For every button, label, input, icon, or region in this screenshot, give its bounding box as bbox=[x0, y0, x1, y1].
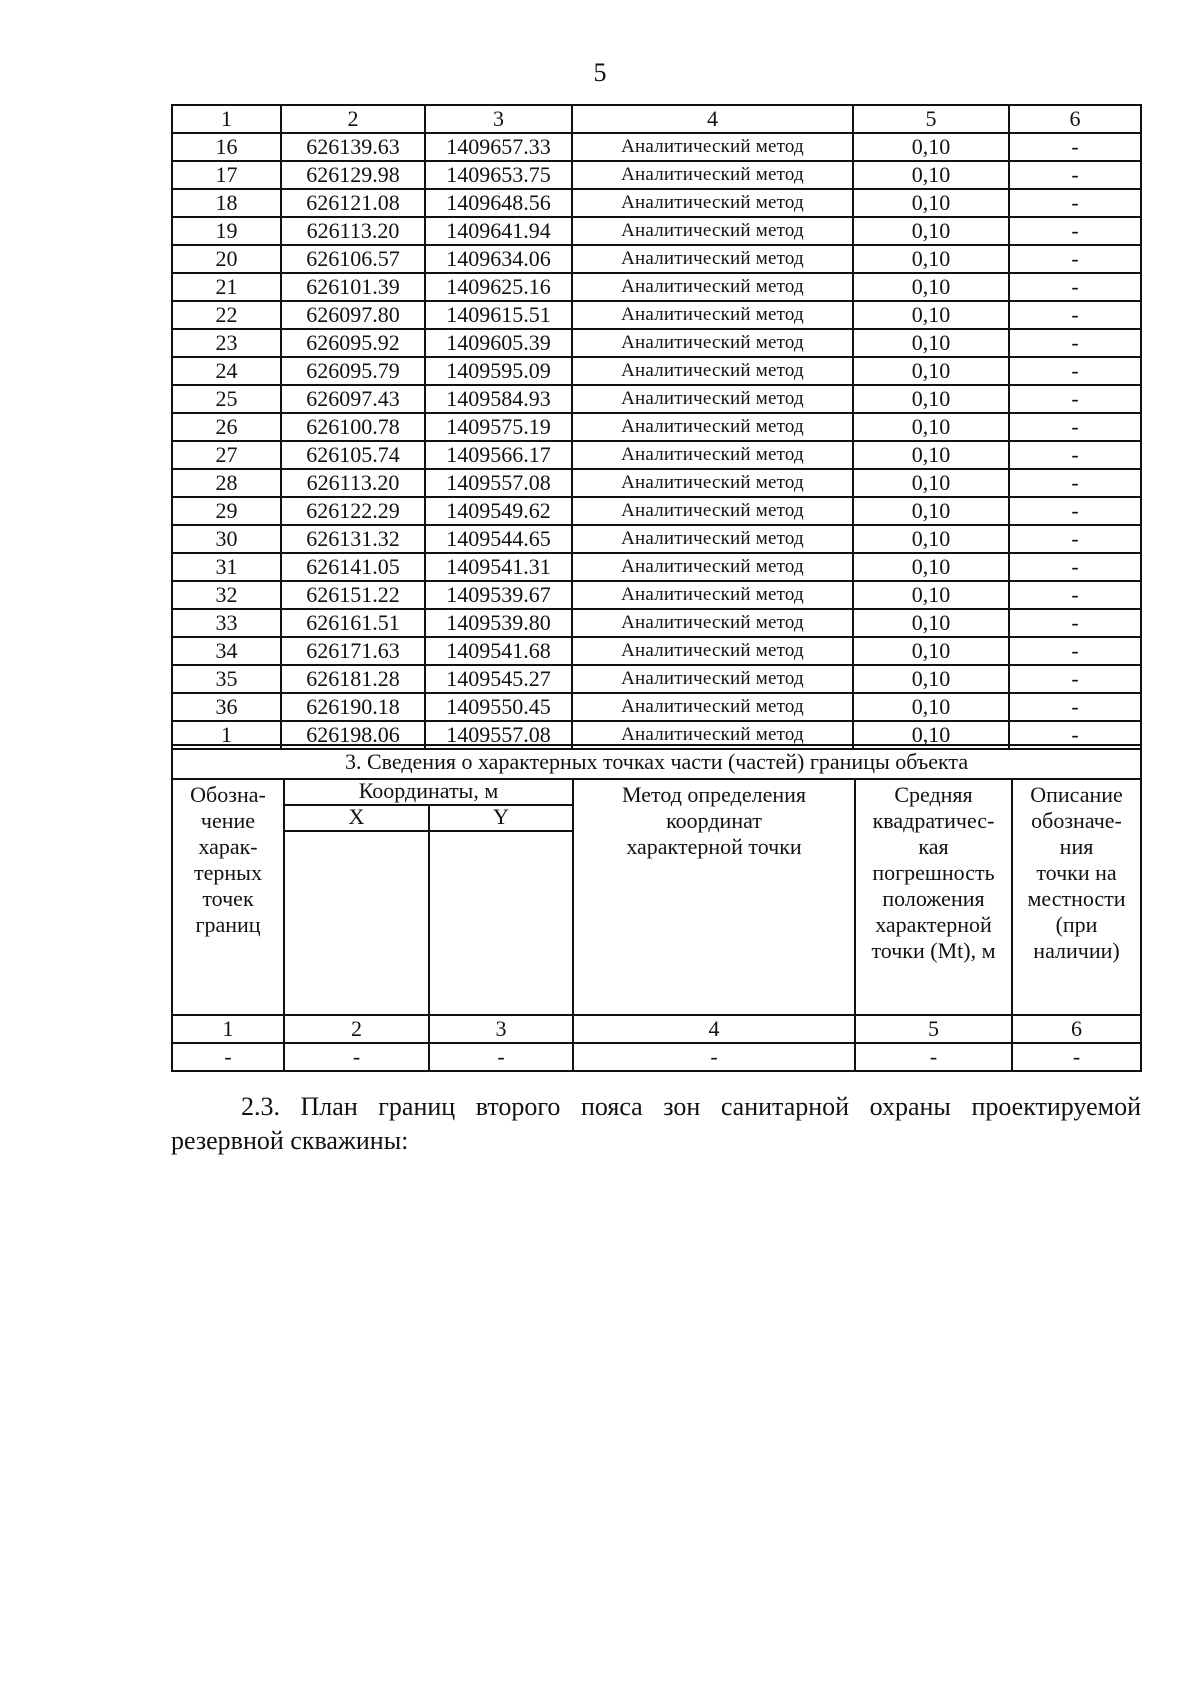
point-number-cell: 32 bbox=[172, 581, 281, 609]
point-number-cell: 18 bbox=[172, 189, 281, 217]
x-coordinate-cell: 626095.79 bbox=[281, 357, 425, 385]
column-number: 5 bbox=[855, 1015, 1012, 1043]
table-row bbox=[172, 189, 1141, 217]
description-cell: - bbox=[1009, 637, 1141, 665]
header-coordinates: Координаты, м bbox=[284, 779, 573, 805]
x-coordinate-cell: 626121.08 bbox=[281, 189, 425, 217]
x-coordinate-cell: 626101.39 bbox=[281, 273, 425, 301]
description-cell: - bbox=[1009, 581, 1141, 609]
point-number-cell: 36 bbox=[172, 693, 281, 721]
error-cell: 0,10 bbox=[853, 217, 1009, 245]
section-numbers-row bbox=[172, 1015, 1141, 1043]
point-number-cell: 31 bbox=[172, 553, 281, 581]
y-coordinate-cell: 1409544.65 bbox=[425, 525, 572, 553]
table-row bbox=[172, 497, 1141, 525]
x-coordinate-cell: 626190.18 bbox=[281, 693, 425, 721]
x-coordinate-cell: 626198.06 bbox=[281, 721, 425, 749]
description-cell: - bbox=[1009, 469, 1141, 497]
method-cell: Аналитический метод bbox=[572, 357, 853, 385]
method-cell: Аналитический метод bbox=[572, 665, 853, 693]
header-point-designation: Обозна- чение харак- терных точек границ bbox=[172, 779, 284, 1015]
description-cell: - bbox=[1009, 693, 1141, 721]
method-cell: Аналитический метод bbox=[572, 525, 853, 553]
x-coordinate-cell: 626161.51 bbox=[281, 609, 425, 637]
method-cell: Аналитический метод bbox=[572, 469, 853, 497]
description-cell: - bbox=[1009, 553, 1141, 581]
page-number: 5 bbox=[593, 58, 607, 87]
empty-cell: - bbox=[284, 1043, 429, 1071]
y-coordinate-cell: 1409557.08 bbox=[425, 469, 572, 497]
table-row bbox=[172, 133, 1141, 161]
error-cell: 0,10 bbox=[853, 161, 1009, 189]
description-cell: - bbox=[1009, 301, 1141, 329]
point-number-cell: 29 bbox=[172, 497, 281, 525]
error-cell: 0,10 bbox=[853, 525, 1009, 553]
table-header-row bbox=[172, 105, 1141, 133]
description-cell: - bbox=[1009, 525, 1141, 553]
header-x: X bbox=[284, 805, 429, 831]
point-number-cell: 22 bbox=[172, 301, 281, 329]
point-number-cell: 33 bbox=[172, 609, 281, 637]
table-row bbox=[172, 637, 1141, 665]
x-coordinate-cell: 626113.20 bbox=[281, 469, 425, 497]
description-cell: - bbox=[1009, 273, 1141, 301]
section-paragraph: 2.3. План границ второго пояса зон санитарной охраны проектируемой резервной скважины: bbox=[171, 1092, 1141, 1155]
table-row bbox=[172, 469, 1141, 497]
description-cell: - bbox=[1009, 329, 1141, 357]
method-cell: Аналитический метод bbox=[572, 273, 853, 301]
point-number-cell: 23 bbox=[172, 329, 281, 357]
y-coordinate-cell: 1409541.68 bbox=[425, 637, 572, 665]
y-coordinate-cell: 1409605.39 bbox=[425, 329, 572, 357]
x-coordinate-cell: 626095.92 bbox=[281, 329, 425, 357]
y-coordinate-cell: 1409641.94 bbox=[425, 217, 572, 245]
y-coordinate-cell: 1409657.33 bbox=[425, 133, 572, 161]
description-cell: - bbox=[1009, 413, 1141, 441]
method-cell: Аналитический метод bbox=[572, 161, 853, 189]
description-cell: - bbox=[1009, 385, 1141, 413]
header-cell: 5 bbox=[853, 105, 1009, 133]
column-number: 3 bbox=[429, 1015, 573, 1043]
error-cell: 0,10 bbox=[853, 469, 1009, 497]
header-cell: 2 bbox=[281, 105, 425, 133]
error-cell: 0,10 bbox=[853, 441, 1009, 469]
x-coordinate-cell: 626141.05 bbox=[281, 553, 425, 581]
error-cell: 0,10 bbox=[853, 721, 1009, 749]
method-cell: Аналитический метод bbox=[572, 553, 853, 581]
coordinates-table-body bbox=[172, 105, 1141, 749]
column-number: 4 bbox=[573, 1015, 855, 1043]
empty-cell: - bbox=[855, 1043, 1012, 1071]
method-cell: Аналитический метод bbox=[572, 133, 853, 161]
point-number-cell: 16 bbox=[172, 133, 281, 161]
header-cell: 1 bbox=[172, 105, 281, 133]
y-coordinate-cell: 1409615.51 bbox=[425, 301, 572, 329]
point-number-cell: 35 bbox=[172, 665, 281, 693]
x-coordinate-cell: 626181.28 bbox=[281, 665, 425, 693]
table-row bbox=[172, 273, 1141, 301]
x-coordinate-cell: 626129.98 bbox=[281, 161, 425, 189]
method-cell: Аналитический метод bbox=[572, 721, 853, 749]
y-coordinate-cell: 1409595.09 bbox=[425, 357, 572, 385]
error-cell: 0,10 bbox=[853, 637, 1009, 665]
table-row bbox=[172, 581, 1141, 609]
description-cell: - bbox=[1009, 161, 1141, 189]
error-cell: 0,10 bbox=[853, 273, 1009, 301]
point-number-cell: 27 bbox=[172, 441, 281, 469]
column-number: 1 bbox=[172, 1015, 284, 1043]
method-cell: Аналитический метод bbox=[572, 301, 853, 329]
table-row bbox=[172, 665, 1141, 693]
method-cell: Аналитический метод bbox=[572, 189, 853, 217]
x-coordinate-cell: 626151.22 bbox=[281, 581, 425, 609]
empty-cell: - bbox=[1012, 1043, 1141, 1071]
table-row bbox=[172, 441, 1141, 469]
point-number-cell: 28 bbox=[172, 469, 281, 497]
column-number: 6 bbox=[1012, 1015, 1141, 1043]
error-cell: 0,10 bbox=[853, 385, 1009, 413]
coordinates-table bbox=[171, 104, 1142, 750]
error-cell: 0,10 bbox=[853, 693, 1009, 721]
table-row bbox=[172, 609, 1141, 637]
header-x-blank bbox=[284, 831, 429, 1015]
header-description: Описание обозначе- ния точки на местности (при наличии) bbox=[1012, 779, 1141, 1015]
table-row bbox=[172, 553, 1141, 581]
x-coordinate-cell: 626113.20 bbox=[281, 217, 425, 245]
header-method: Метод определения координат характерной точки bbox=[573, 779, 855, 1015]
header-y-blank bbox=[429, 831, 573, 1015]
method-cell: Аналитический метод bbox=[572, 413, 853, 441]
x-coordinate-cell: 626139.63 bbox=[281, 133, 425, 161]
y-coordinate-cell: 1409539.67 bbox=[425, 581, 572, 609]
point-number-cell: 21 bbox=[172, 273, 281, 301]
point-number-cell: 24 bbox=[172, 357, 281, 385]
point-number-cell: 30 bbox=[172, 525, 281, 553]
error-cell: 0,10 bbox=[853, 413, 1009, 441]
y-coordinate-cell: 1409545.27 bbox=[425, 665, 572, 693]
table-row bbox=[172, 693, 1141, 721]
error-cell: 0,10 bbox=[853, 357, 1009, 385]
y-coordinate-cell: 1409566.17 bbox=[425, 441, 572, 469]
method-cell: Аналитический метод bbox=[572, 385, 853, 413]
description-cell: - bbox=[1009, 133, 1141, 161]
error-cell: 0,10 bbox=[853, 245, 1009, 273]
table-row bbox=[172, 525, 1141, 553]
description-cell: - bbox=[1009, 665, 1141, 693]
empty-cell: - bbox=[573, 1043, 855, 1071]
method-cell: Аналитический метод bbox=[572, 693, 853, 721]
table-row bbox=[172, 329, 1141, 357]
error-cell: 0,10 bbox=[853, 581, 1009, 609]
point-number-cell: 34 bbox=[172, 637, 281, 665]
y-coordinate-cell: 1409550.45 bbox=[425, 693, 572, 721]
point-number-cell: 20 bbox=[172, 245, 281, 273]
y-coordinate-cell: 1409648.56 bbox=[425, 189, 572, 217]
x-coordinate-cell: 626122.29 bbox=[281, 497, 425, 525]
description-cell: - bbox=[1009, 609, 1141, 637]
method-cell: Аналитический метод bbox=[572, 245, 853, 273]
error-cell: 0,10 bbox=[853, 301, 1009, 329]
x-coordinate-cell: 626097.43 bbox=[281, 385, 425, 413]
method-cell: Аналитический метод bbox=[572, 637, 853, 665]
header-cell: 6 bbox=[1009, 105, 1141, 133]
table-row bbox=[172, 161, 1141, 189]
header-error: Средняя квадратичес- кая погрешность положения характерной точки (Mt), м bbox=[855, 779, 1012, 1015]
x-coordinate-cell: 626171.63 bbox=[281, 637, 425, 665]
section-title: 3. Сведения о характерных точках части (частей) границы объекта bbox=[172, 745, 1141, 779]
x-coordinate-cell: 626106.57 bbox=[281, 245, 425, 273]
y-coordinate-cell: 1409549.62 bbox=[425, 497, 572, 525]
description-cell: - bbox=[1009, 189, 1141, 217]
method-cell: Аналитический метод bbox=[572, 609, 853, 637]
y-coordinate-cell: 1409625.16 bbox=[425, 273, 572, 301]
header-cell: 3 bbox=[425, 105, 572, 133]
header-cell: 4 bbox=[572, 105, 853, 133]
section-header-row bbox=[172, 779, 1141, 805]
x-coordinate-cell: 626131.32 bbox=[281, 525, 425, 553]
x-coordinate-cell: 626105.74 bbox=[281, 441, 425, 469]
column-number: 2 bbox=[284, 1015, 429, 1043]
x-coordinate-cell: 626100.78 bbox=[281, 413, 425, 441]
error-cell: 0,10 bbox=[853, 497, 1009, 525]
point-number-cell: 17 bbox=[172, 161, 281, 189]
method-cell: Аналитический метод bbox=[572, 217, 853, 245]
method-cell: Аналитический метод bbox=[572, 441, 853, 469]
description-cell: - bbox=[1009, 217, 1141, 245]
method-cell: Аналитический метод bbox=[572, 581, 853, 609]
description-cell: - bbox=[1009, 357, 1141, 385]
description-cell: - bbox=[1009, 245, 1141, 273]
method-cell: Аналитический метод bbox=[572, 329, 853, 357]
table-row bbox=[172, 413, 1141, 441]
point-number-cell: 19 bbox=[172, 217, 281, 245]
error-cell: 0,10 bbox=[853, 665, 1009, 693]
y-coordinate-cell: 1409575.19 bbox=[425, 413, 572, 441]
point-number-cell: 25 bbox=[172, 385, 281, 413]
section-title-row bbox=[172, 745, 1141, 779]
y-coordinate-cell: 1409584.93 bbox=[425, 385, 572, 413]
y-coordinate-cell: 1409541.31 bbox=[425, 553, 572, 581]
description-cell: - bbox=[1009, 721, 1141, 749]
part-boundary-table bbox=[171, 744, 1142, 1072]
empty-cell: - bbox=[429, 1043, 573, 1071]
point-number-cell: 26 bbox=[172, 413, 281, 441]
error-cell: 0,10 bbox=[853, 609, 1009, 637]
section-empty-row bbox=[172, 1043, 1141, 1071]
table-row bbox=[172, 357, 1141, 385]
header-y: Y bbox=[429, 805, 573, 831]
table-row bbox=[172, 301, 1141, 329]
y-coordinate-cell: 1409557.08 bbox=[425, 721, 572, 749]
empty-cell: - bbox=[172, 1043, 284, 1071]
method-cell: Аналитический метод bbox=[572, 497, 853, 525]
description-cell: - bbox=[1009, 441, 1141, 469]
x-coordinate-cell: 626097.80 bbox=[281, 301, 425, 329]
error-cell: 0,10 bbox=[853, 133, 1009, 161]
error-cell: 0,10 bbox=[853, 553, 1009, 581]
table-row bbox=[172, 217, 1141, 245]
error-cell: 0,10 bbox=[853, 329, 1009, 357]
description-cell: - bbox=[1009, 497, 1141, 525]
table-row bbox=[172, 245, 1141, 273]
y-coordinate-cell: 1409653.75 bbox=[425, 161, 572, 189]
y-coordinate-cell: 1409634.06 bbox=[425, 245, 572, 273]
error-cell: 0,10 bbox=[853, 189, 1009, 217]
y-coordinate-cell: 1409539.80 bbox=[425, 609, 572, 637]
table-row bbox=[172, 385, 1141, 413]
point-number-cell: 1 bbox=[172, 721, 281, 749]
